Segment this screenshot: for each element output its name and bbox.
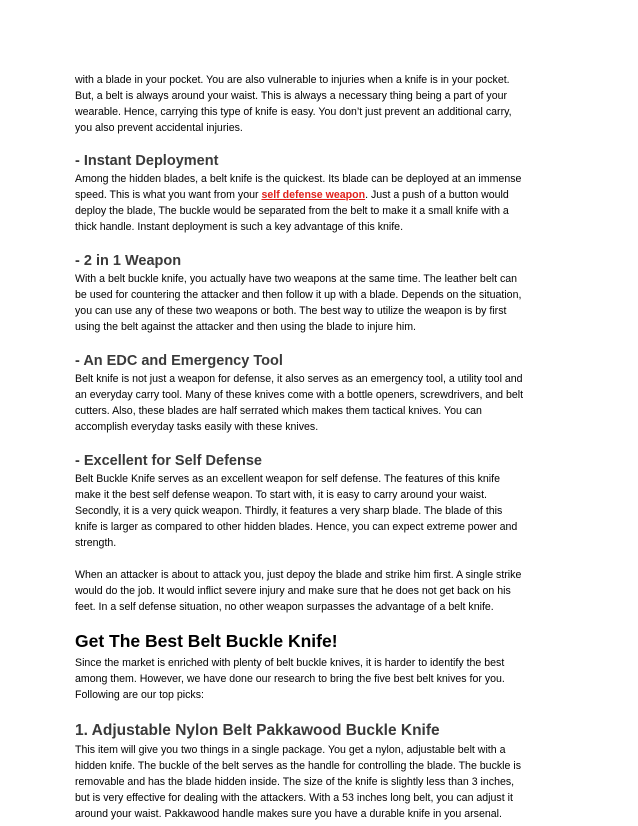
text-line: Following are our top picks: (75, 689, 204, 701)
text-line: around your waist. Pakkawood handle makes sure you have a durable knife in you arsenal. (75, 808, 502, 820)
text-line: Belt knife is not just a weapon for defense, it also serves as an emergency tool, a utility tool and (75, 373, 523, 385)
text-line: But, a belt is always around your waist. This is always a necessary thing being a part of your (75, 90, 508, 102)
text-line: you also prevent accidental injuries. (75, 122, 243, 134)
text-line: Secondly, it is a very quick weapon. Thirdly, it features a very sharp blade. The blade of this (75, 505, 503, 517)
text-line: with a blade in your pocket. You are also vulnerable to injuries when a knife is in your pocket. (75, 74, 510, 86)
self-defense-heading: - Excellent for Self Defense (75, 453, 262, 469)
text-line: Belt Buckle Knife serves as an excellent weapon for self defense. The features of this knife (75, 473, 500, 485)
text-line (75, 187, 570, 203)
text-line: thick handle. Instant deployment is such a key advantage of this knife. (75, 221, 404, 233)
text-line: you can use any of these two weapons or both. The best way to utilize the weapon is by first (75, 305, 507, 317)
two-in-one-paragraph (75, 271, 570, 335)
text-line: Since the market is enriched with plenty of belt buckle knives, it is harder to identify the best (75, 657, 505, 669)
edc-paragraph (75, 371, 570, 435)
pick-1-paragraph (75, 742, 570, 822)
text-line: strength. (75, 537, 117, 549)
text-line: an everyday carry tool. Many of these knives come with a bottle openers, screwdrivers, and belt (75, 389, 524, 401)
text-line: cutters. Also, these blades are half serrated which makes them tactical knives. You can (75, 405, 482, 417)
intro-paragraph (75, 72, 570, 136)
text-line: knife is larger as compared to other hidden blades. Hence, you can expect extreme power and (75, 521, 518, 533)
text-line: make it the best self defense weapon. To start with, it is easy to carry around your waist. (75, 489, 487, 501)
self-defense-paragraph-1 (75, 471, 570, 551)
text-line: This item will give you two things in a single package. You get a nylon, adjustable belt with a (75, 744, 506, 756)
document-page (75, 72, 570, 822)
text-line: using the belt against the attacker and then using the blade to injure him. (75, 321, 416, 333)
edc-heading: - An EDC and Emergency Tool (75, 353, 283, 369)
text-fragment: . Just a push of a button would (365, 189, 509, 201)
text-line: among them. However, we have done our research to bring the five best belt knives for you. (75, 673, 505, 685)
best-knife-paragraph (75, 655, 570, 703)
text-line: removable and has the blade hidden inside. The size of the knife is slightly less than 3 inches, (75, 776, 515, 788)
text-line: deploy the blade, The buckle would be separated from the belt to make it a small knife with a (75, 205, 509, 217)
two-in-one-heading: - 2 in 1 Weapon (75, 253, 182, 269)
text-line: but is very effective for dealing with the attackers. With a 53 inches long belt, you can adjust it (75, 792, 513, 804)
text-line: accomplish everyday tasks easily with these knives. (75, 421, 319, 433)
best-knife-heading: Get The Best Belt Buckle Knife! (75, 631, 338, 651)
instant-deployment-paragraph (75, 171, 570, 235)
instant-deployment-heading: - Instant Deployment (75, 153, 219, 169)
text-line: feet. In a self defense situation, no other weapon surpasses the advantage of a belt knife. (75, 601, 494, 613)
self-defense-paragraph-2 (75, 567, 570, 615)
text-line: wearable. Hence, carrying this type of knife is easy. You don’t just prevent an additional carry, (75, 106, 512, 118)
pick-1-heading: 1. Adjustable Nylon Belt Pakkawood Buckle Knife (75, 722, 440, 739)
text-line: With a belt buckle knife, you actually have two weapons at the same time. The leather belt can (75, 273, 518, 285)
text-line: When an attacker is about to attack you, just depoy the blade and strike him first. A single strike (75, 569, 522, 581)
text-line: be used for countering the attacker and then follow it up with a blade. Depends on the situation, (75, 289, 522, 301)
text-line: hidden knife. The buckle of the belt serves as the handle for controlling the blade. The buckle is (75, 760, 522, 772)
self-defense-weapon-link[interactable]: self defense weapon (261, 189, 366, 201)
text-line: Among the hidden blades, a belt knife is the quickest. Its blade can be deployed at an immense (75, 173, 522, 185)
text-line: would do the job. It would inflict severe injury and make sure that he does not get back on his (75, 585, 511, 597)
text-fragment: speed. This is what you want from your (75, 189, 262, 201)
